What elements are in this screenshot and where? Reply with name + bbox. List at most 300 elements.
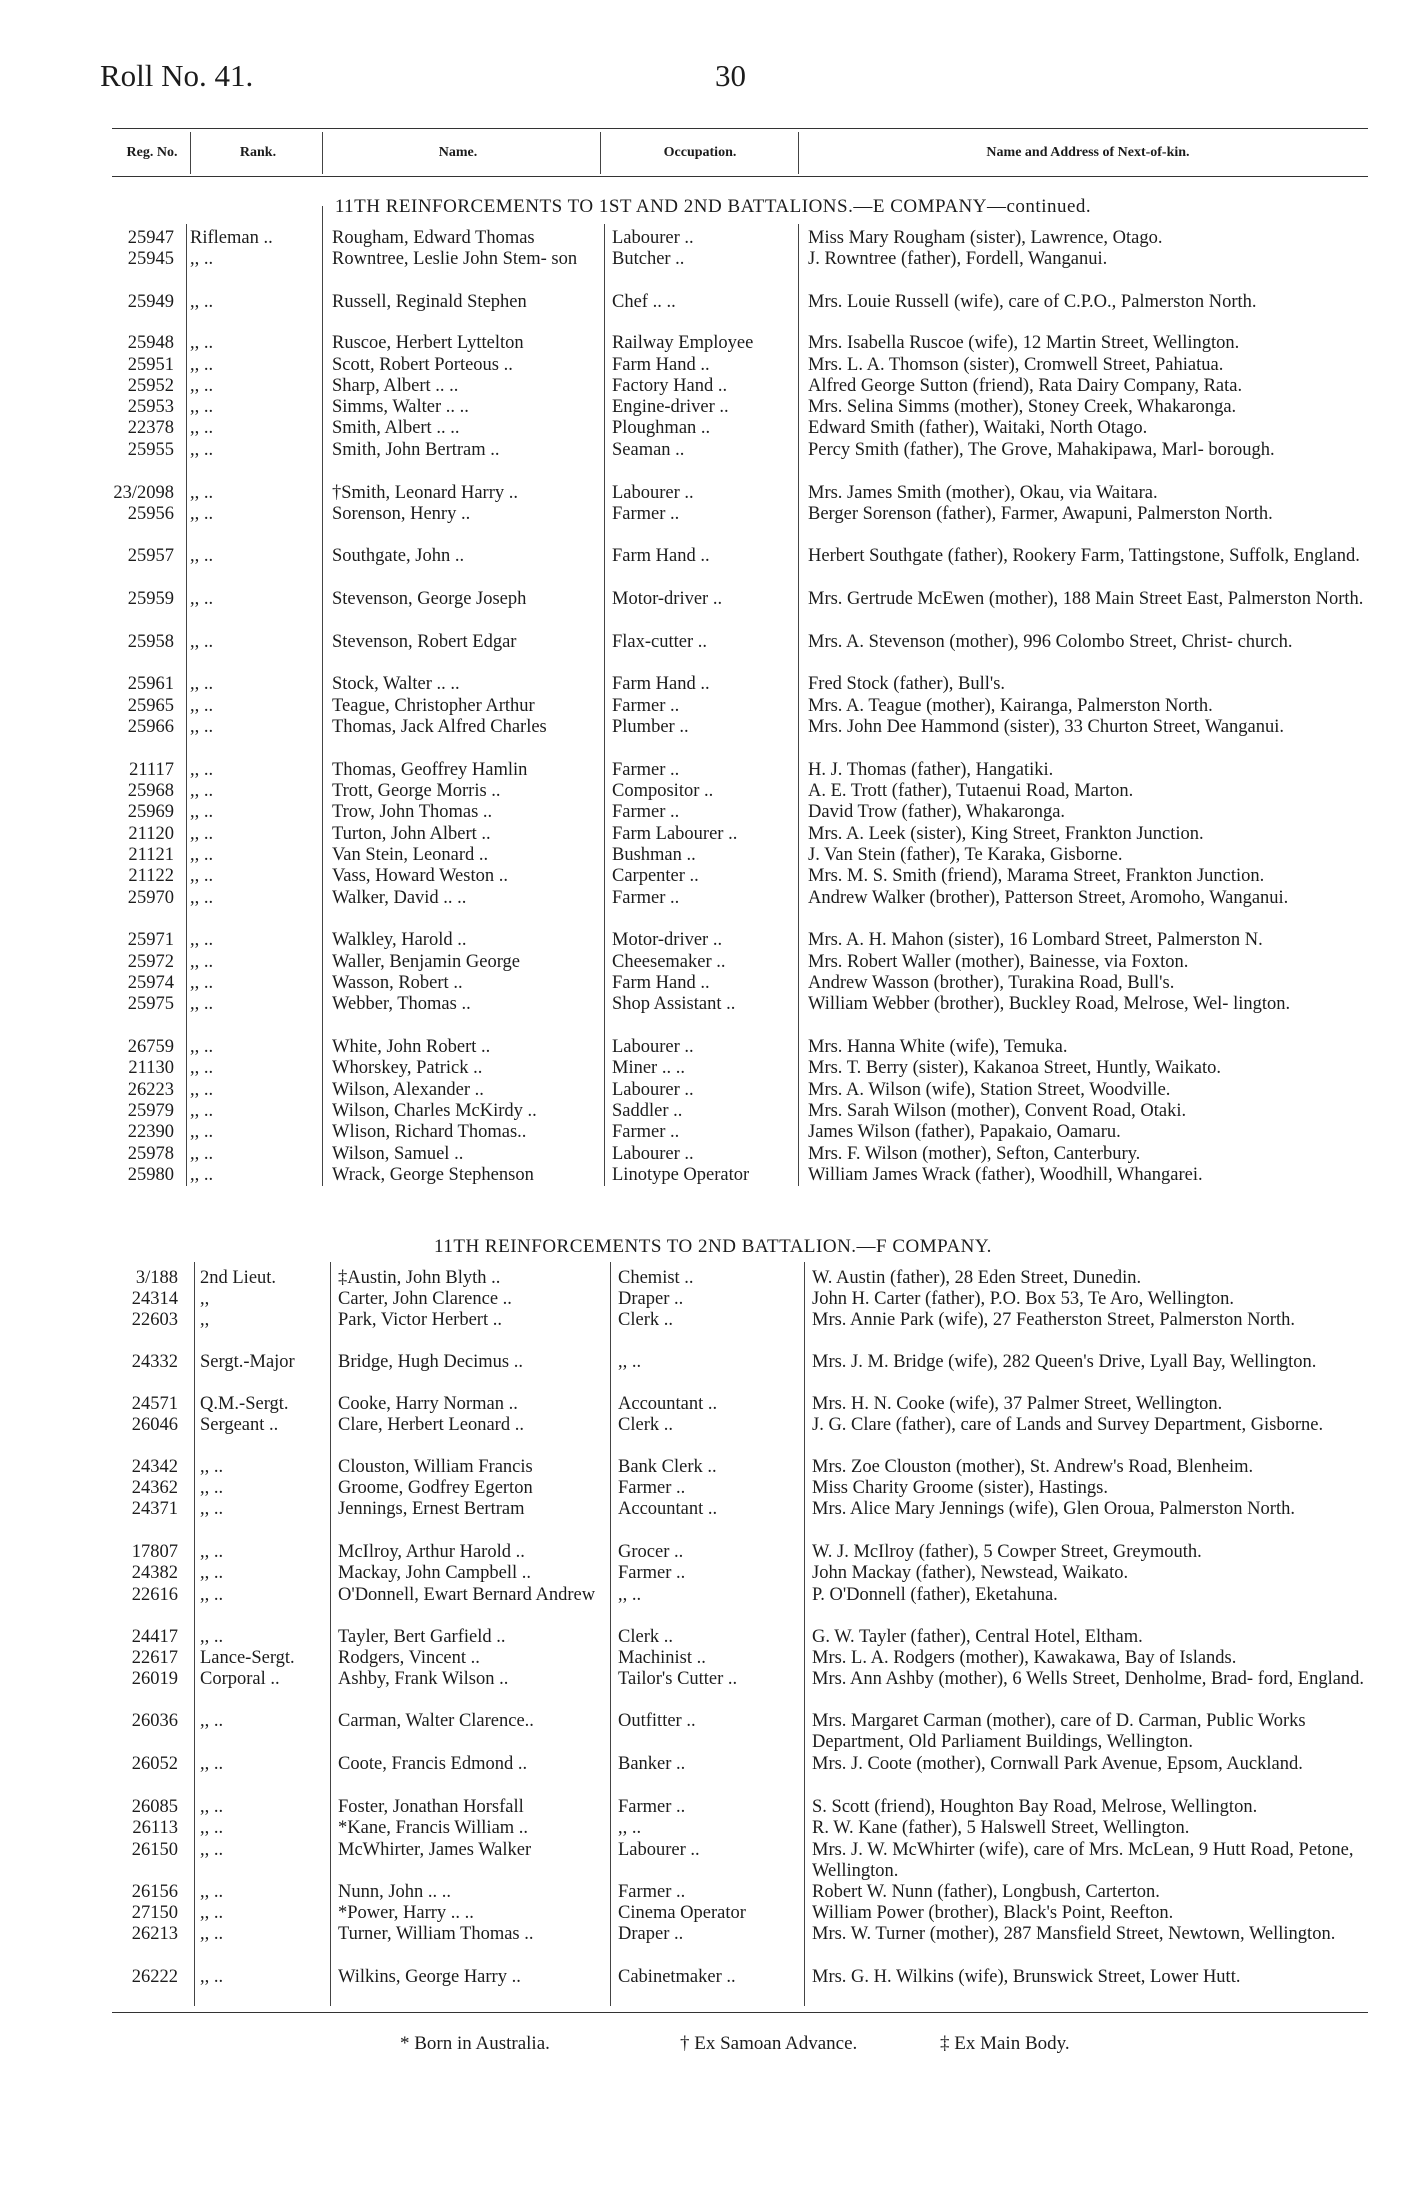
rank-cell: ,, .. bbox=[190, 888, 214, 908]
rank-cell: ,, .. bbox=[190, 802, 214, 822]
reg-no-cell: 25975 bbox=[127, 994, 174, 1014]
reg-no-cell: 26113 bbox=[132, 1818, 178, 1838]
next-of-kin-cell: Mrs. Annie Park (wife), 27 Featherston Street, Palmerston North. bbox=[812, 1310, 1295, 1330]
occupation-cell: Chef .. .. bbox=[612, 292, 676, 312]
next-of-kin-cell: W. Austin (father), 28 Eden Street, Dunedin. bbox=[812, 1268, 1142, 1288]
rank-cell: ,, .. bbox=[200, 1840, 224, 1860]
reg-no-cell: 24362 bbox=[131, 1478, 178, 1498]
name-cell: Carter, John Clarence .. bbox=[338, 1289, 512, 1309]
next-of-kin-cell: Mrs. G. H. Wilkins (wife), Brunswick Street, Lower Hutt. bbox=[812, 1967, 1241, 1987]
name-cell: McWhirter, James Walker bbox=[338, 1840, 532, 1860]
name-cell: Thomas, Geoffrey Hamlin bbox=[332, 760, 528, 780]
reg-no-cell: 22378 bbox=[127, 418, 174, 438]
next-of-kin-cell: J. Rowntree (father), Fordell, Wanganui. bbox=[808, 249, 1108, 269]
occupation-cell: Saddler .. bbox=[612, 1101, 683, 1121]
name-cell: Nunn, John .. .. bbox=[338, 1882, 452, 1902]
name-cell: Cooke, Harry Norman .. bbox=[338, 1394, 518, 1414]
occupation-cell: Outfitter .. bbox=[618, 1711, 696, 1731]
name-cell: Jennings, Ernest Bertram bbox=[338, 1499, 525, 1519]
next-of-kin-cell: H. J. Thomas (father), Hangatiki. bbox=[808, 760, 1054, 780]
rank-cell: ,, .. bbox=[200, 1924, 224, 1944]
reg-no-cell: 26213 bbox=[131, 1924, 178, 1944]
next-of-kin-cell: Mrs. Ann Ashby (mother), 6 Wells Street, Denholme, Brad- ford, England. bbox=[812, 1669, 1365, 1689]
occupation-cell: Accountant .. bbox=[618, 1499, 718, 1519]
next-of-kin-cell: Mrs. Isabella Ruscoe (wife), 12 Martin Street, Wellington. bbox=[808, 333, 1240, 353]
name-cell: Southgate, John .. bbox=[332, 546, 465, 566]
occupation-cell: ,, .. bbox=[618, 1352, 642, 1372]
reg-no-cell: 25956 bbox=[127, 504, 174, 524]
rank-cell: ,, .. bbox=[190, 504, 214, 524]
occupation-cell: Farmer .. bbox=[612, 504, 680, 524]
name-cell: Rougham, Edward Thomas bbox=[332, 228, 535, 248]
rank-cell: ,, .. bbox=[190, 717, 214, 737]
reg-no-cell: 24417 bbox=[131, 1627, 178, 1647]
occupation-cell: Farmer .. bbox=[612, 1122, 680, 1142]
name-cell: Groome, Godfrey Egerton bbox=[338, 1478, 533, 1498]
reg-no-cell: 25952 bbox=[127, 376, 174, 396]
occupation-cell: Chemist .. bbox=[618, 1268, 694, 1288]
occupation-cell: Ploughman .. bbox=[612, 418, 711, 438]
occupation-cell: Shop Assistant .. bbox=[612, 994, 736, 1014]
next-of-kin-cell: Mrs. James Smith (mother), Okau, via Waitara. bbox=[808, 483, 1158, 503]
table-header bbox=[112, 132, 1368, 174]
name-cell: ‡Austin, John Blyth .. bbox=[338, 1268, 501, 1288]
next-of-kin-cell: A. E. Trott (father), Tutaenui Road, Marton. bbox=[808, 781, 1134, 801]
occupation-cell: Labourer .. bbox=[612, 228, 694, 248]
rank-cell: ,, .. bbox=[200, 1967, 224, 1987]
rank-cell: ,, .. bbox=[190, 1080, 214, 1100]
rank-cell: ,, bbox=[200, 1310, 210, 1330]
reg-no-cell: 26019 bbox=[131, 1669, 178, 1689]
next-of-kin-cell: Mrs. John Dee Hammond (sister), 33 Churton Street, Wanganui. bbox=[808, 717, 1285, 737]
rank-cell: ,, .. bbox=[190, 1058, 214, 1078]
reg-no-cell: 25953 bbox=[127, 397, 174, 417]
reg-no-cell: 24571 bbox=[131, 1394, 178, 1414]
reg-no-cell: 25966 bbox=[127, 717, 174, 737]
next-of-kin-cell: William Power (brother), Black's Point, Reefton. bbox=[812, 1903, 1174, 1923]
next-of-kin-cell: Mrs. Louie Russell (wife), care of C.P.O., Palmerston North. bbox=[808, 292, 1257, 312]
reg-no-cell: 26036 bbox=[131, 1711, 178, 1731]
header-top-rule bbox=[112, 128, 1368, 129]
rank-cell: ,, .. bbox=[190, 333, 214, 353]
next-of-kin-cell: Mrs. L. A. Thomson (sister), Cromwell Street, Pahiatua. bbox=[808, 355, 1224, 375]
name-cell: Stevenson, Robert Edgar bbox=[332, 632, 517, 652]
occupation-cell: Farmer .. bbox=[612, 802, 680, 822]
occupation-cell: ,, .. bbox=[618, 1585, 642, 1605]
reg-no-cell: 26046 bbox=[131, 1415, 178, 1435]
next-of-kin-cell: Mrs. A. Leek (sister), King Street, Frankton Junction. bbox=[808, 824, 1204, 844]
name-cell: Wlison, Richard Thomas.. bbox=[332, 1122, 527, 1142]
name-cell: †Smith, Leonard Harry .. bbox=[332, 483, 518, 503]
header-next-of-kin: Name and Address of Next-of-kin. bbox=[986, 145, 1190, 160]
occupation-cell: Farmer .. bbox=[618, 1478, 686, 1498]
occupation-cell: Draper .. bbox=[618, 1924, 684, 1944]
rank-cell: Sergeant .. bbox=[200, 1415, 279, 1435]
rank-cell: ,, .. bbox=[190, 952, 214, 972]
rank-cell: ,, .. bbox=[190, 781, 214, 801]
column-separator bbox=[604, 224, 605, 1186]
reg-no-cell: 21122 bbox=[128, 866, 174, 886]
name-cell: Rodgers, Vincent .. bbox=[338, 1648, 480, 1668]
next-of-kin-cell: William Webber (brother), Buckley Road, Melrose, Wel- lington. bbox=[808, 994, 1291, 1014]
reg-no-cell: 25945 bbox=[127, 249, 174, 269]
reg-no-cell: 26223 bbox=[127, 1080, 174, 1100]
next-of-kin-cell: Herbert Southgate (father), Rookery Farm, Tattingstone, Suffolk, England. bbox=[808, 546, 1360, 566]
name-cell: Sorenson, Henry .. bbox=[332, 504, 471, 524]
reg-no-cell: 25947 bbox=[127, 228, 174, 248]
reg-no-cell: 25971 bbox=[127, 930, 174, 950]
name-cell: Trott, George Morris .. bbox=[332, 781, 501, 801]
rank-cell: ,, .. bbox=[190, 1037, 214, 1057]
next-of-kin-cell: Mrs. Margaret Carman (mother), care of D. Carman, Public Works Department, Old Parliament Buildings, Wellington. bbox=[812, 1711, 1306, 1752]
name-cell: Trow, John Thomas .. bbox=[332, 802, 493, 822]
rank-cell: Corporal .. bbox=[200, 1669, 280, 1689]
rank-cell: ,, .. bbox=[190, 994, 214, 1014]
occupation-cell: Clerk .. bbox=[618, 1310, 673, 1330]
column-separator bbox=[600, 132, 601, 174]
rank-cell: ,, .. bbox=[190, 632, 214, 652]
reg-no-cell: 24314 bbox=[131, 1289, 178, 1309]
name-cell: Clare, Herbert Leonard .. bbox=[338, 1415, 524, 1435]
reg-no-cell: 26052 bbox=[131, 1754, 178, 1774]
reg-no-cell: 3/188 bbox=[135, 1268, 178, 1288]
name-cell: Thomas, Jack Alfred Charles bbox=[332, 717, 547, 737]
reg-no-cell: 25951 bbox=[127, 355, 174, 375]
name-cell: *Power, Harry .. .. bbox=[338, 1903, 474, 1923]
next-of-kin-cell: Andrew Wasson (brother), Turakina Road, Bull's. bbox=[808, 973, 1175, 993]
rank-cell: ,, .. bbox=[190, 546, 214, 566]
name-cell: Wrack, George Stephenson bbox=[332, 1165, 534, 1185]
name-cell: Walker, David .. .. bbox=[332, 888, 467, 908]
occupation-cell: Motor-driver .. bbox=[612, 589, 723, 609]
next-of-kin-cell: John H. Carter (father), P.O. Box 53, Te Aro, Wellington. bbox=[812, 1289, 1234, 1309]
rank-cell: Lance-Sergt. bbox=[200, 1648, 295, 1668]
rank-cell: ,, .. bbox=[190, 674, 214, 694]
next-of-kin-cell: Mrs. M. S. Smith (friend), Marama Street, Frankton Junction. bbox=[808, 866, 1265, 886]
reg-no-cell: 22616 bbox=[131, 1585, 178, 1605]
rank-cell: ,, .. bbox=[190, 824, 214, 844]
next-of-kin-cell: Percy Smith (father), The Grove, Mahakipawa, Marl- borough. bbox=[808, 440, 1275, 460]
next-of-kin-cell: Mrs. Sarah Wilson (mother), Convent Road, Otaki. bbox=[808, 1101, 1187, 1121]
header-reg-no: Reg. No. bbox=[126, 145, 178, 160]
rank-cell: ,, .. bbox=[190, 292, 214, 312]
occupation-cell: Machinist .. bbox=[618, 1648, 706, 1668]
next-of-kin-cell: Mrs. F. Wilson (mother), Sefton, Canterbury. bbox=[808, 1144, 1141, 1164]
next-of-kin-cell: Miss Mary Rougham (sister), Lawrence, Otago. bbox=[808, 228, 1163, 248]
reg-no-cell: 26085 bbox=[131, 1797, 178, 1817]
rank-cell: ,, .. bbox=[200, 1478, 224, 1498]
rank-cell: ,, .. bbox=[200, 1457, 224, 1477]
next-of-kin-cell: David Trow (father), Whakaronga. bbox=[808, 802, 1066, 822]
occupation-cell: Farmer .. bbox=[612, 888, 680, 908]
occupation-cell: Butcher .. bbox=[612, 249, 685, 269]
next-of-kin-cell: John Mackay (father), Newstead, Waikato. bbox=[812, 1563, 1129, 1583]
name-cell: Carman, Walter Clarence.. bbox=[338, 1711, 534, 1731]
section-title-e-company: 11TH REINFORCEMENTS TO 1ST AND 2ND BATTALIONS.—E COMPANY—continued. bbox=[334, 196, 1092, 217]
reg-no-cell: 25959 bbox=[127, 589, 174, 609]
next-of-kin-cell: Mrs. Hanna White (wife), Temuka. bbox=[808, 1037, 1068, 1057]
next-of-kin-cell: Mrs. A. Wilson (wife), Station Street, Woodville. bbox=[808, 1080, 1171, 1100]
reg-no-cell: 21120 bbox=[128, 824, 174, 844]
next-of-kin-cell: Alfred George Sutton (friend), Rata Dairy Company, Rata. bbox=[808, 376, 1243, 396]
occupation-cell: Miner .. .. bbox=[612, 1058, 685, 1078]
occupation-cell: Cabinetmaker .. bbox=[618, 1967, 736, 1987]
header-name: Name. bbox=[438, 145, 478, 160]
name-cell: *Kane, Francis William .. bbox=[338, 1818, 529, 1838]
reg-no-cell: 25955 bbox=[127, 440, 174, 460]
name-cell: Clouston, William Francis bbox=[338, 1457, 533, 1477]
occupation-cell: Linotype Operator bbox=[612, 1165, 750, 1185]
name-cell: Simms, Walter .. .. bbox=[332, 397, 469, 417]
rank-cell: Q.M.-Sergt. bbox=[200, 1394, 289, 1414]
next-of-kin-cell: Berger Sorenson (father), Farmer, Awapuni, Palmerston North. bbox=[808, 504, 1273, 524]
rank-cell: ,, .. bbox=[190, 1144, 214, 1164]
reg-no-cell: 22390 bbox=[127, 1122, 174, 1142]
rank-cell: ,, .. bbox=[200, 1818, 224, 1838]
rank-cell: ,, .. bbox=[190, 866, 214, 886]
next-of-kin-cell: Mrs. H. N. Cooke (wife), 37 Palmer Street, Wellington. bbox=[812, 1394, 1223, 1414]
next-of-kin-cell: J. G. Clare (father), care of Lands and Survey Department, Gisborne. bbox=[812, 1415, 1324, 1435]
next-of-kin-cell: Mrs. J. Coote (mother), Cornwall Park Avenue, Epsom, Auckland. bbox=[812, 1754, 1303, 1774]
name-cell: Scott, Robert Porteous .. bbox=[332, 355, 513, 375]
occupation-cell: Farmer .. bbox=[612, 760, 680, 780]
name-cell: Vass, Howard Weston .. bbox=[332, 866, 508, 886]
rank-cell: ,, .. bbox=[190, 589, 214, 609]
next-of-kin-cell: Mrs. J. W. McWhirter (wife), care of Mrs. McLean, 9 Hutt Road, Petone, Wellington. bbox=[812, 1840, 1354, 1881]
name-cell: Waller, Benjamin George bbox=[332, 952, 521, 972]
next-of-kin-cell: Mrs. A. H. Mahon (sister), 16 Lombard Street, Palmerston N. bbox=[808, 930, 1263, 950]
occupation-cell: Banker .. bbox=[618, 1754, 686, 1774]
rank-cell: ,, .. bbox=[200, 1711, 224, 1731]
next-of-kin-cell: Miss Charity Groome (sister), Hastings. bbox=[812, 1478, 1108, 1498]
occupation-cell: Flax-cutter .. bbox=[612, 632, 708, 652]
occupation-cell: Compositor .. bbox=[612, 781, 714, 801]
table-bottom-rule bbox=[112, 2012, 1368, 2013]
column-separator bbox=[186, 224, 187, 1186]
name-cell: Wilkins, George Harry .. bbox=[338, 1967, 521, 1987]
reg-no-cell: 25978 bbox=[127, 1144, 174, 1164]
occupation-cell: ,, .. bbox=[618, 1818, 642, 1838]
next-of-kin-cell: Mrs. T. Berry (sister), Kakanoa Street, Huntly, Waikato. bbox=[808, 1058, 1221, 1078]
reg-no-cell: 24371 bbox=[131, 1499, 178, 1519]
roll-number: Roll No. 41. bbox=[100, 58, 254, 93]
next-of-kin-cell: Andrew Walker (brother), Patterson Street, Aromoho, Wanganui. bbox=[808, 888, 1289, 908]
occupation-cell: Farmer .. bbox=[618, 1882, 686, 1902]
occupation-cell: Clerk .. bbox=[618, 1415, 673, 1435]
occupation-cell: Engine-driver .. bbox=[612, 397, 729, 417]
header-bottom-rule bbox=[112, 176, 1368, 177]
next-of-kin-cell: Mrs. Selina Simms (mother), Stoney Creek, Whakaronga. bbox=[808, 397, 1237, 417]
occupation-cell: Cheesemaker .. bbox=[612, 952, 726, 972]
name-cell: Smith, Albert .. .. bbox=[332, 418, 460, 438]
name-cell: Tayler, Bert Garfield .. bbox=[338, 1627, 506, 1647]
name-cell: Teague, Christopher Arthur bbox=[332, 696, 535, 716]
name-cell: Wilson, Samuel .. bbox=[332, 1144, 464, 1164]
rank-cell: ,, .. bbox=[190, 1101, 214, 1121]
column-separator bbox=[798, 132, 799, 174]
rank-cell: ,, .. bbox=[190, 355, 214, 375]
rank-cell: ,, .. bbox=[190, 483, 214, 503]
reg-no-cell: 27150 bbox=[131, 1903, 178, 1923]
page-number: 30 bbox=[715, 58, 746, 93]
name-cell: White, John Robert .. bbox=[332, 1037, 491, 1057]
rank-cell: ,, .. bbox=[200, 1797, 224, 1817]
name-cell: Turner, William Thomas .. bbox=[338, 1924, 534, 1944]
occupation-cell: Draper .. bbox=[618, 1289, 684, 1309]
rank-cell: ,, .. bbox=[200, 1542, 224, 1562]
footnote-main-body: ‡ Ex Main Body. bbox=[940, 2033, 1070, 2054]
reg-no-cell: 26150 bbox=[131, 1840, 178, 1860]
next-of-kin-cell: W. J. McIlroy (father), 5 Cowper Street, Greymouth. bbox=[812, 1542, 1202, 1562]
reg-no-cell: 21121 bbox=[128, 845, 174, 865]
rank-cell: ,, .. bbox=[190, 418, 214, 438]
next-of-kin-cell: P. O'Donnell (father), Eketahuna. bbox=[812, 1585, 1058, 1605]
occupation-cell: Seaman .. bbox=[612, 440, 685, 460]
occupation-cell: Farmer .. bbox=[612, 696, 680, 716]
header-occupation: Occupation. bbox=[663, 145, 737, 160]
rank-cell: ,, .. bbox=[200, 1754, 224, 1774]
next-of-kin-cell: James Wilson (father), Papakaio, Oamaru. bbox=[808, 1122, 1121, 1142]
name-cell: Whorskey, Patrick .. bbox=[332, 1058, 483, 1078]
occupation-cell: Cinema Operator bbox=[618, 1903, 746, 1923]
occupation-cell: Labourer .. bbox=[612, 1037, 694, 1057]
next-of-kin-cell: Fred Stock (father), Bull's. bbox=[808, 674, 1006, 694]
next-of-kin-cell: J. Van Stein (father), Te Karaka, Gisborne. bbox=[808, 845, 1123, 865]
next-of-kin-cell: Mrs. Zoe Clouston (mother), St. Andrew's Road, Blenheim. bbox=[812, 1457, 1254, 1477]
name-cell: Walkley, Harold .. bbox=[332, 930, 467, 950]
name-cell: Mackay, John Campbell .. bbox=[338, 1563, 532, 1583]
reg-no-cell: 22603 bbox=[131, 1310, 178, 1330]
name-cell: Ashby, Frank Wilson .. bbox=[338, 1669, 509, 1689]
rank-cell: ,, .. bbox=[190, 1122, 214, 1142]
name-cell: Wasson, Robert .. bbox=[332, 973, 463, 993]
rank-cell: Sergt.-Major bbox=[200, 1352, 295, 1372]
rank-cell: ,, .. bbox=[190, 845, 214, 865]
footnote-samoan-advance: † Ex Samoan Advance. bbox=[680, 2033, 858, 2054]
next-of-kin-cell: R. W. Kane (father), 5 Halswell Street, Wellington. bbox=[812, 1818, 1190, 1838]
next-of-kin-cell: Mrs. A. Stevenson (mother), 996 Colombo Street, Christ- church. bbox=[808, 632, 1293, 652]
rank-cell: ,, .. bbox=[190, 696, 214, 716]
name-cell: Webber, Thomas .. bbox=[332, 994, 471, 1014]
reg-no-cell: 24332 bbox=[131, 1352, 178, 1372]
next-of-kin-cell: S. Scott (friend), Houghton Bay Road, Melrose, Wellington. bbox=[812, 1797, 1258, 1817]
occupation-cell: Farmer .. bbox=[618, 1797, 686, 1817]
next-of-kin-cell: Mrs. L. A. Rodgers (mother), Kawakawa, Bay of Islands. bbox=[812, 1648, 1237, 1668]
name-cell: Wilson, Alexander .. bbox=[332, 1080, 484, 1100]
occupation-cell: Farm Hand .. bbox=[612, 546, 710, 566]
rank-cell: ,, .. bbox=[190, 249, 214, 269]
occupation-cell: Farm Hand .. bbox=[612, 674, 710, 694]
occupation-cell: Labourer .. bbox=[612, 1080, 694, 1100]
rank-cell: ,, .. bbox=[190, 930, 214, 950]
occupation-cell: Farm Labourer .. bbox=[612, 824, 738, 844]
rank-cell: ,, .. bbox=[200, 1563, 224, 1583]
occupation-cell: Labourer .. bbox=[612, 483, 694, 503]
next-of-kin-cell: Mrs. J. M. Bridge (wife), 282 Queen's Drive, Lyall Bay, Wellington. bbox=[812, 1352, 1317, 1372]
name-cell: Russell, Reginald Stephen bbox=[332, 292, 527, 312]
occupation-cell: Accountant .. bbox=[618, 1394, 718, 1414]
reg-no-cell: 22617 bbox=[131, 1648, 178, 1668]
next-of-kin-cell: Mrs. Robert Waller (mother), Bainesse, via Foxton. bbox=[808, 952, 1189, 972]
name-cell: Van Stein, Leonard .. bbox=[332, 845, 489, 865]
occupation-cell: Factory Hand .. bbox=[612, 376, 728, 396]
occupation-cell: Clerk .. bbox=[618, 1627, 673, 1647]
reg-no-cell: 17807 bbox=[131, 1542, 178, 1562]
rank-cell: ,, .. bbox=[190, 376, 214, 396]
occupation-cell: Motor-driver .. bbox=[612, 930, 723, 950]
reg-no-cell: 25979 bbox=[127, 1101, 174, 1121]
occupation-cell: Plumber .. bbox=[612, 717, 689, 737]
occupation-cell: Farmer .. bbox=[618, 1563, 686, 1583]
rank-cell: ,, .. bbox=[190, 397, 214, 417]
next-of-kin-cell: G. W. Tayler (father), Central Hotel, Eltham. bbox=[812, 1627, 1143, 1647]
name-cell: Bridge, Hugh Decimus .. bbox=[338, 1352, 523, 1372]
reg-no-cell: 25968 bbox=[127, 781, 174, 801]
occupation-cell: Farm Hand .. bbox=[612, 355, 710, 375]
reg-no-cell: 25957 bbox=[127, 546, 174, 566]
name-cell: Park, Victor Herbert .. bbox=[338, 1310, 502, 1330]
rank-cell: 2nd Lieut. bbox=[200, 1268, 277, 1288]
occupation-cell: Labourer .. bbox=[612, 1144, 694, 1164]
reg-no-cell: 25949 bbox=[127, 292, 174, 312]
reg-no-cell: 23/2098 bbox=[113, 483, 174, 503]
name-cell: Stock, Walter .. .. bbox=[332, 674, 460, 694]
rank-cell: ,, .. bbox=[200, 1627, 224, 1647]
rank-cell: ,, .. bbox=[200, 1585, 224, 1605]
name-cell: Sharp, Albert .. .. bbox=[332, 376, 459, 396]
rank-cell: ,, bbox=[200, 1289, 210, 1309]
occupation-cell: Farm Hand .. bbox=[612, 973, 710, 993]
rank-cell: ,, .. bbox=[200, 1882, 224, 1902]
column-separator bbox=[194, 1262, 195, 2006]
reg-no-cell: 25958 bbox=[127, 632, 174, 652]
column-separator bbox=[190, 132, 191, 174]
reg-no-cell: 25961 bbox=[127, 674, 174, 694]
next-of-kin-cell: Mrs. A. Teague (mother), Kairanga, Palmerston North. bbox=[808, 696, 1213, 716]
reg-no-cell: 25948 bbox=[127, 333, 174, 353]
occupation-cell: Grocer .. bbox=[618, 1542, 684, 1562]
next-of-kin-cell: Edward Smith (father), Waitaki, North Otago. bbox=[808, 418, 1148, 438]
name-cell: Rowntree, Leslie John Stem- son bbox=[332, 249, 578, 269]
reg-no-cell: 26222 bbox=[131, 1967, 178, 1987]
name-cell: Smith, John Bertram .. bbox=[332, 440, 500, 460]
reg-no-cell: 21117 bbox=[129, 760, 174, 780]
rank-cell: ,, .. bbox=[200, 1903, 224, 1923]
reg-no-cell: 25980 bbox=[127, 1165, 174, 1185]
occupation-cell: Tailor's Cutter .. bbox=[618, 1669, 738, 1689]
next-of-kin-cell: Mrs. Alice Mary Jennings (wife), Glen Oroua, Palmerston North. bbox=[812, 1499, 1295, 1519]
name-cell: Wilson, Charles McKirdy .. bbox=[332, 1101, 537, 1121]
rank-cell: Rifleman .. bbox=[190, 228, 273, 248]
reg-no-cell: 26156 bbox=[131, 1882, 178, 1902]
column-separator bbox=[322, 132, 323, 174]
reg-no-cell: 26759 bbox=[127, 1037, 174, 1057]
reg-no-cell: 25970 bbox=[127, 888, 174, 908]
reg-no-cell: 25965 bbox=[127, 696, 174, 716]
next-of-kin-cell: Mrs. W. Turner (mother), 287 Mansfield Street, Newtown, Wellington. bbox=[812, 1924, 1336, 1944]
name-cell: Coote, Francis Edmond .. bbox=[338, 1754, 528, 1774]
rank-cell: ,, .. bbox=[190, 1165, 214, 1185]
reg-no-cell: 25972 bbox=[127, 952, 174, 972]
occupation-cell: Carpenter .. bbox=[612, 866, 699, 886]
occupation-cell: Railway Employee bbox=[612, 333, 754, 353]
occupation-cell: Bushman .. bbox=[612, 845, 696, 865]
rank-cell: ,, .. bbox=[190, 440, 214, 460]
name-cell: McIlroy, Arthur Harold .. bbox=[338, 1542, 525, 1562]
footnote-born-australia: * Born in Australia. bbox=[400, 2033, 550, 2054]
reg-no-cell: 24342 bbox=[131, 1457, 178, 1477]
next-of-kin-cell: Mrs. Gertrude McEwen (mother), 188 Main Street East, Palmerston North. bbox=[808, 589, 1364, 609]
